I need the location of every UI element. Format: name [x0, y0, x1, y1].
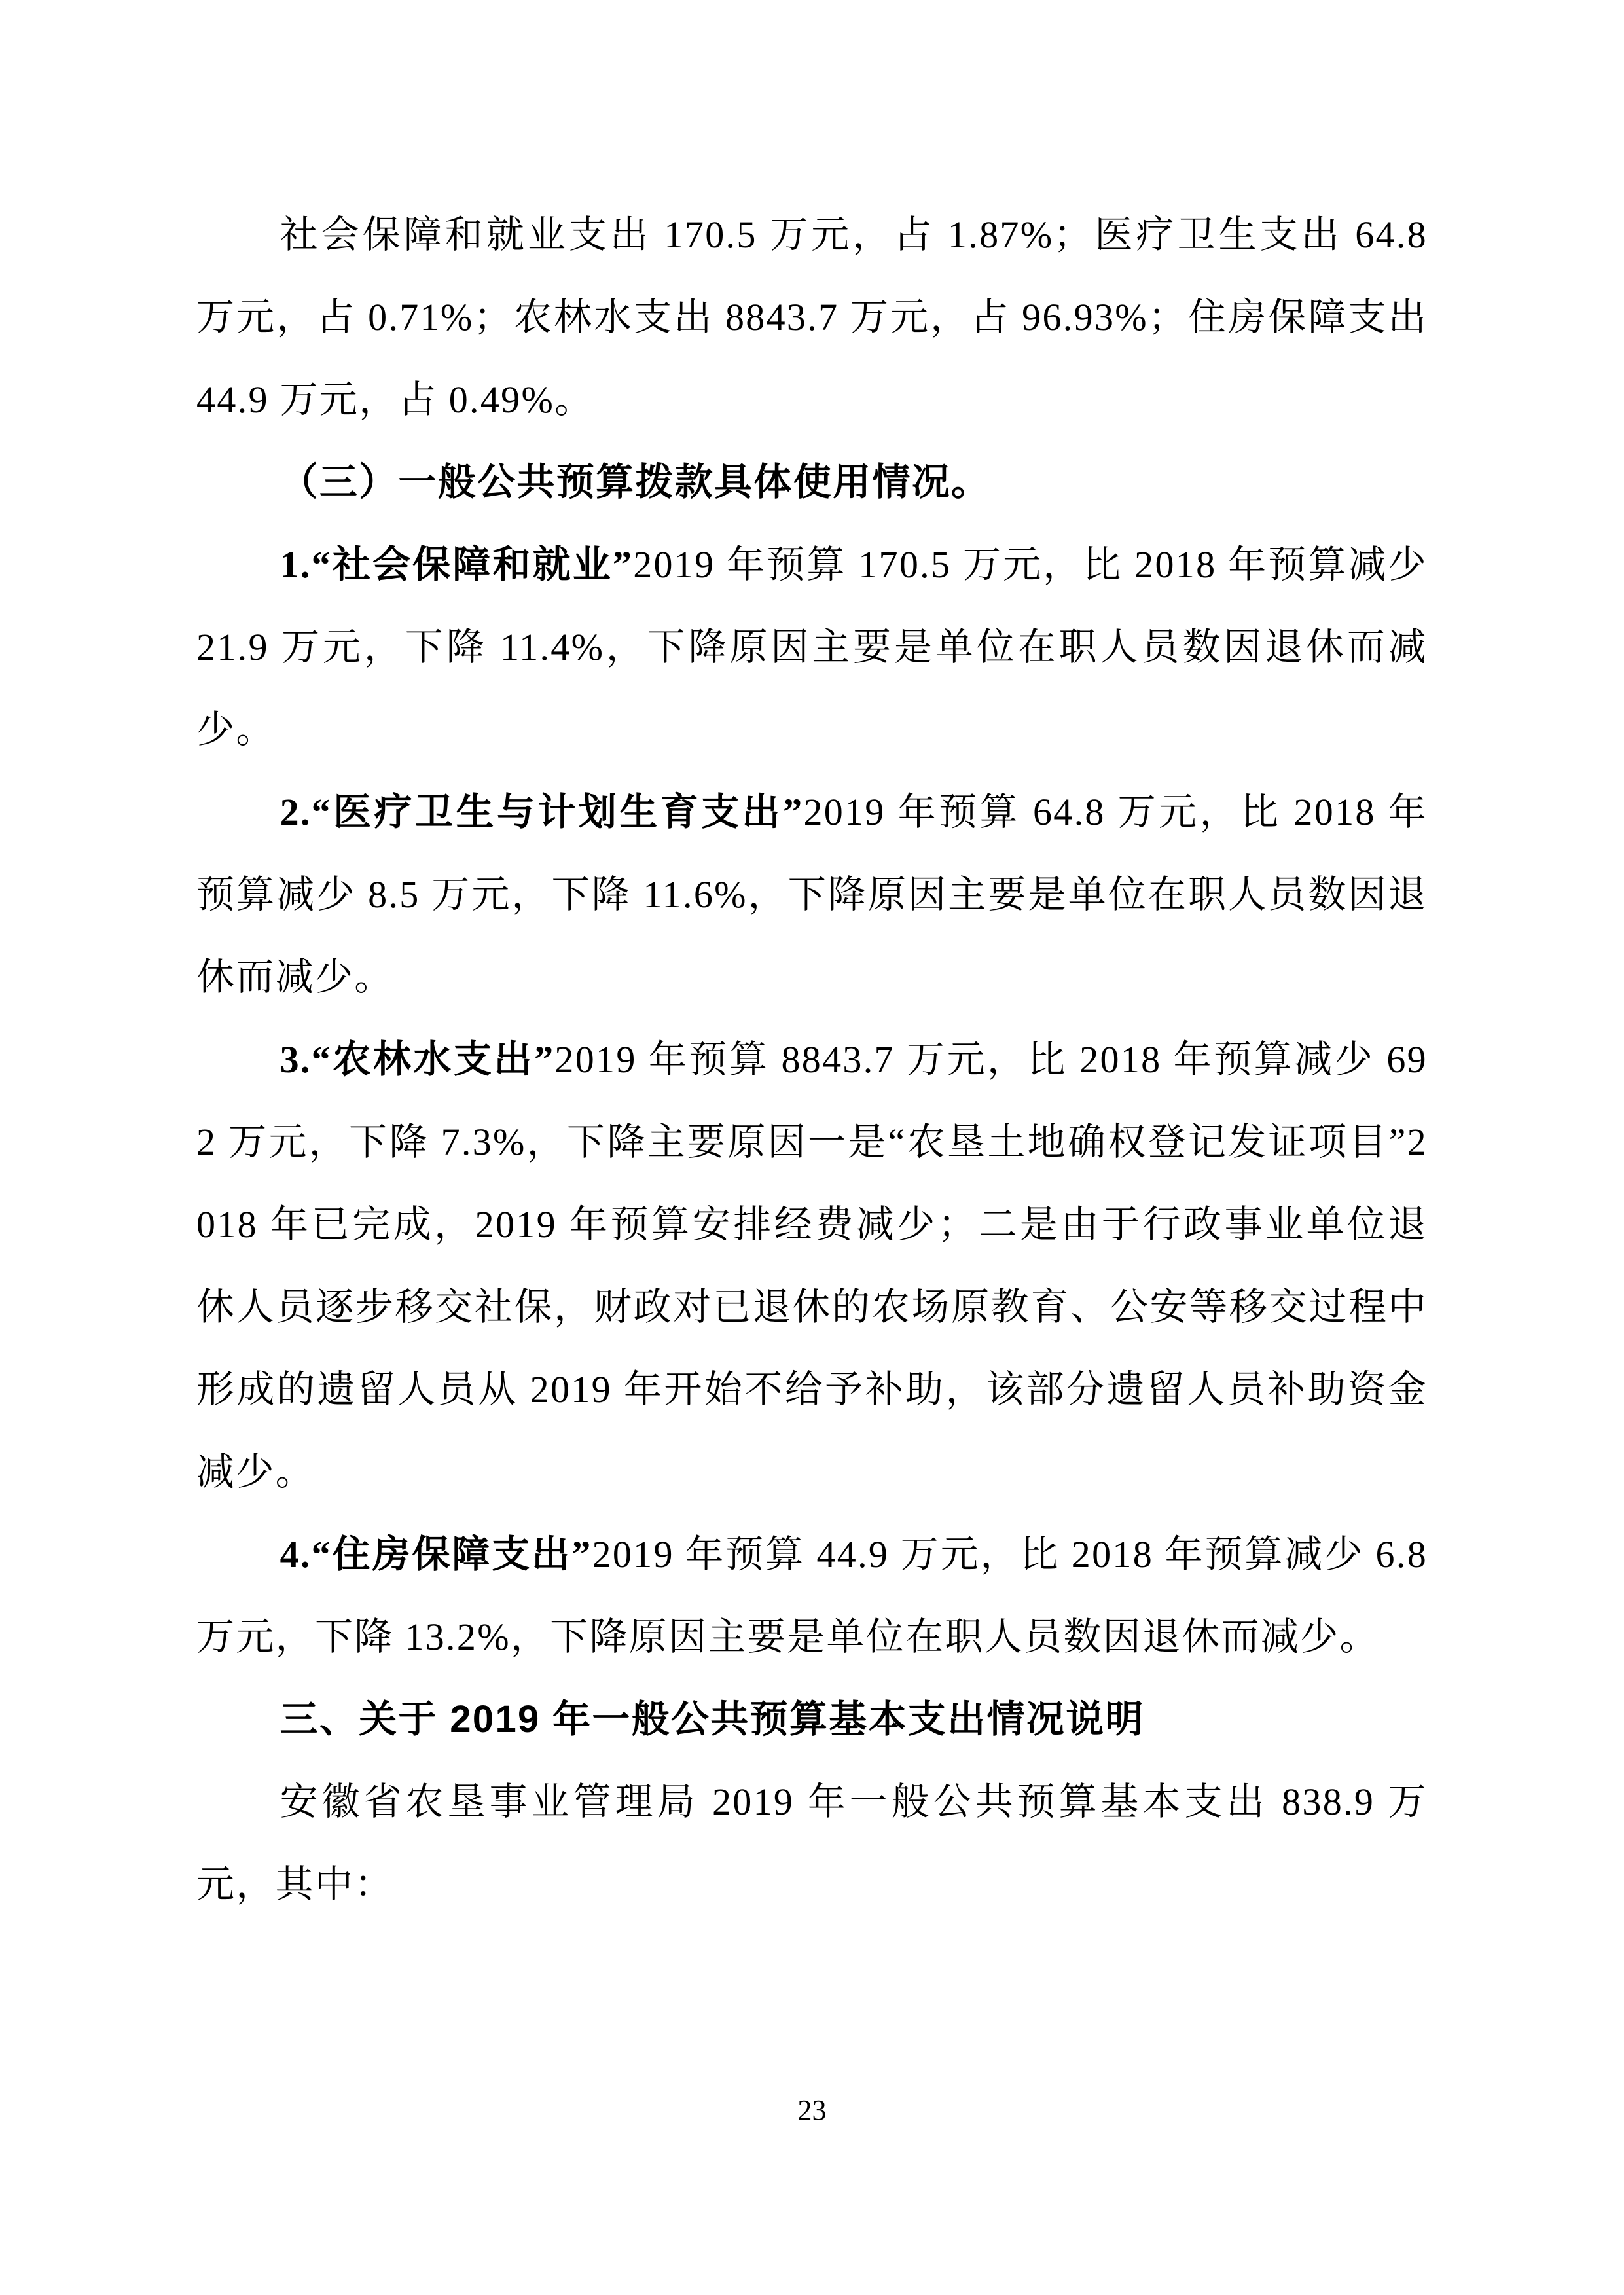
item4-body: 2019 年预算 44.9 万元，比 2018 年预算减少 6.8 万元，下降 13.2%，下降原因主要是单位在职人员数因退休而减少。	[196, 1533, 1428, 1658]
item2-title: 2.“医疗卫生与计划生育支出”	[280, 791, 804, 833]
paragraph-item1-social-security	[196, 524, 1428, 771]
item4-title: 4.“住房保障支出”	[280, 1533, 592, 1576]
paragraph-item2-medical-health	[196, 771, 1428, 1019]
heading-section3-fund-usage-text: （三）一般公共预算拨款具体使用情况。	[280, 461, 991, 503]
paragraph-basic-expenditure-intro	[196, 1761, 1428, 1926]
item1-title: 1.“社会保障和就业”	[280, 543, 634, 586]
item2-body: 2019 年预算 64.8 万元，比 2018 年预算减少 8.5 万元，下降 11.6%，下降原因主要是单位在职人员数因退休而减少。	[196, 791, 1428, 998]
item3-title: 3.“农林水支出”	[280, 1038, 555, 1081]
paragraph-item4-housing-security	[196, 1513, 1428, 1678]
heading-part3-basic-expenditure	[196, 1678, 1428, 1761]
heading-section3-fund-usage	[196, 441, 1428, 524]
item1-body: 2019 年预算 170.5 万元，比 2018 年预算减少 21.9 万元，下降 11.4%，下降原因主要是单位在职人员数因退休而减少。	[196, 543, 1428, 751]
paragraph-expenditure-summary	[196, 194, 1428, 441]
page-number: 23	[797, 2094, 827, 2126]
paragraph-item3-agriculture-water	[196, 1019, 1428, 1513]
item3-body: 2019 年预算 8843.7 万元，比 2018 年预算减少 692 万元，下降 7.3%，下降主要原因一是“农垦土地确权登记发证项目”2018 年已完成，2019 年预算安排经费减少；二是由于行政事业单位退休人员逐步移交社保，财政对已退休的农场原教育、公安等移交过程中形成的遗留人员从 2019 年开始不给予补助，该部分遗留人员补助资金减少。	[196, 1038, 1428, 1493]
paragraph-expenditure-summary-text: 社会保障和就业支出 170.5 万元，占 1.87%；医疗卫生支出 64.8 万元，占 0.71%；农林水支出 8843.7 万元，占 96.93%；住房保障支出 44.9 万元，占 0.49%。	[196, 213, 1428, 421]
heading-part3-basic-expenditure-text: 三、关于 2019 年一般公共预算基本支出情况说明	[280, 1698, 1145, 1741]
paragraph-basic-expenditure-intro-text: 安徽省农垦事业管理局 2019 年一般公共预算基本支出 838.9 万元，其中：	[196, 1780, 1428, 1906]
document-body	[196, 194, 1428, 1926]
